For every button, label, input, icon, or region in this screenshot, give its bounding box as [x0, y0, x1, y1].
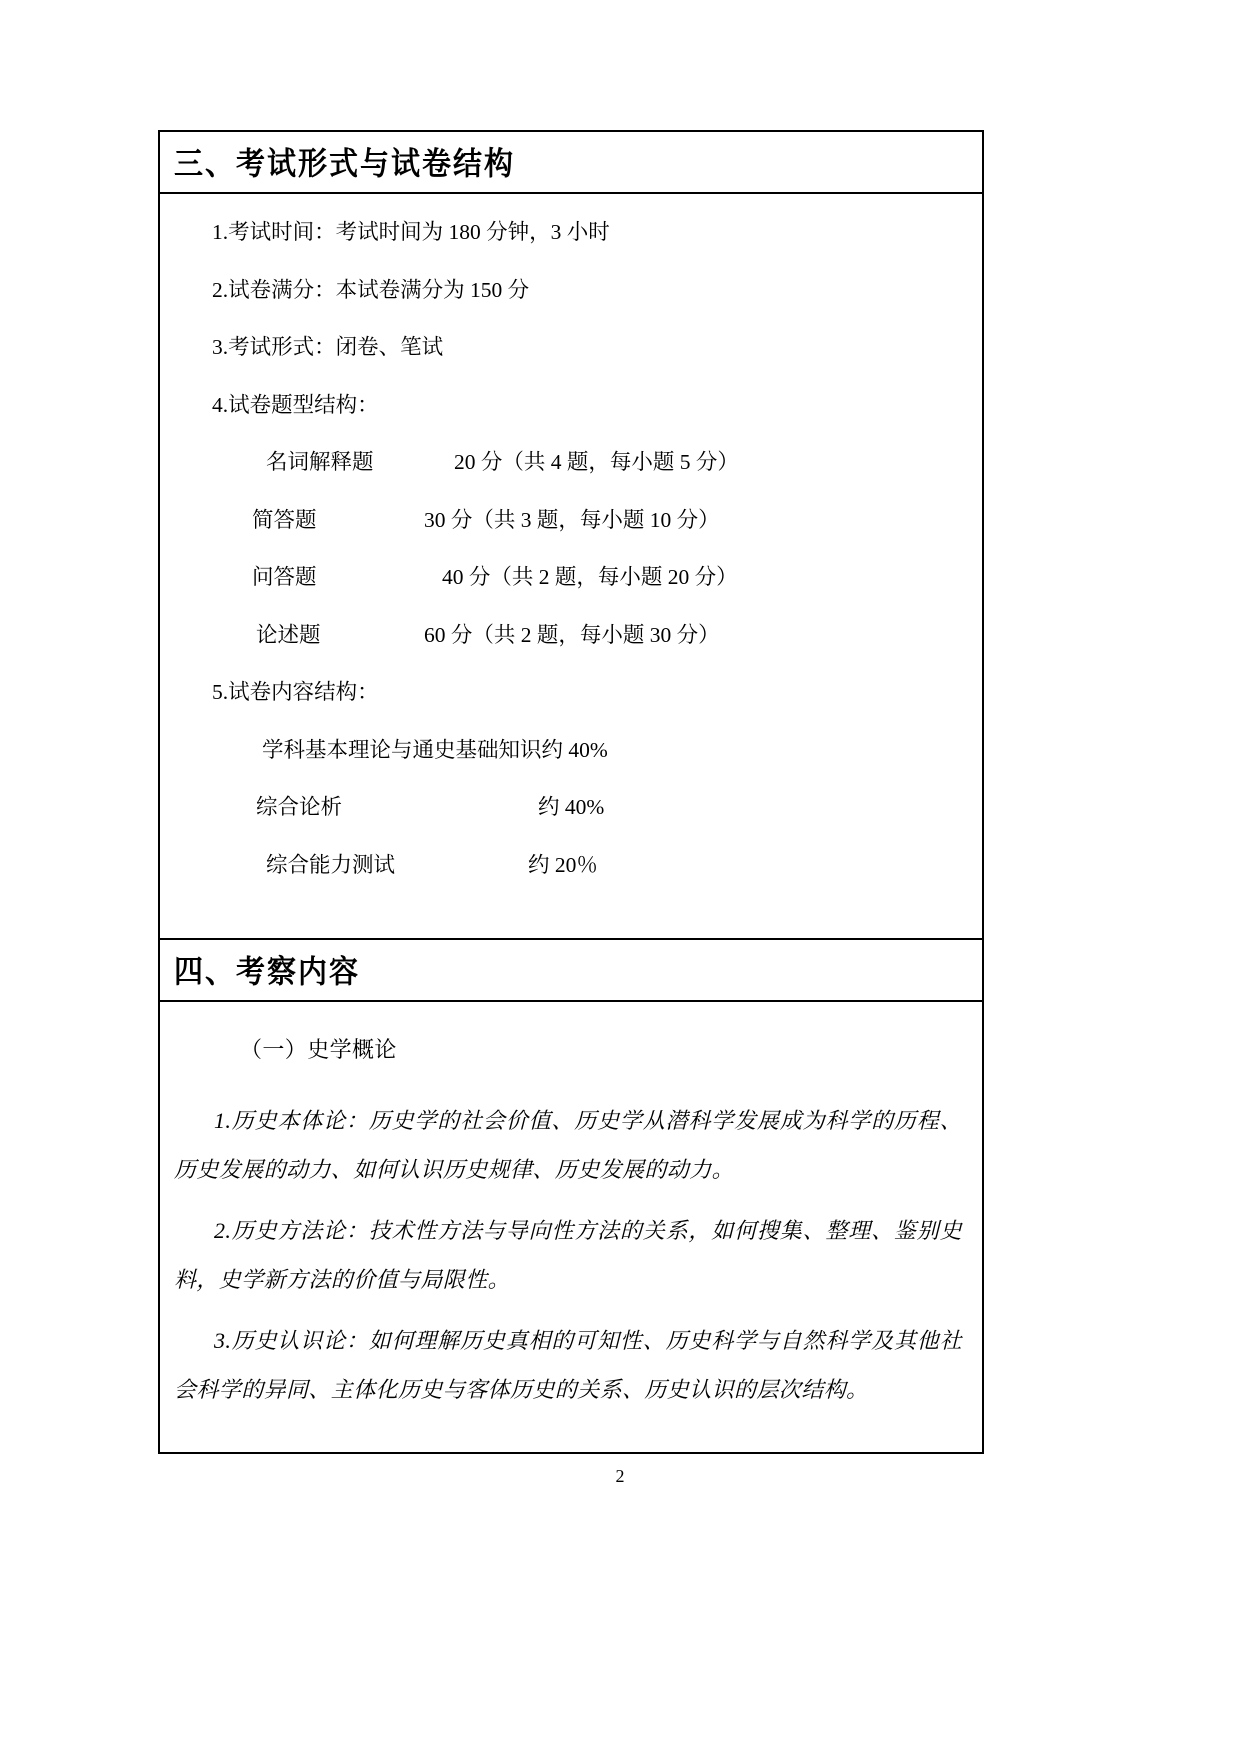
subsection-heading-historiography: （一）史学概论 — [240, 1037, 397, 1062]
question-type-row — [174, 452, 962, 474]
content-structure-name: 综合能力测试 — [266, 852, 396, 877]
content-structure-weight: 约 20％ — [528, 852, 598, 877]
section-heading-cell-exam-content — [160, 940, 982, 1002]
list-item-question-structure-label: 4.试卷题型结构： — [212, 392, 379, 417]
content-structure-name: 学科基本理论与通史基础知识 — [262, 737, 542, 762]
list-item-content-structure-label: 5.试卷内容结构： — [212, 680, 379, 704]
question-type-detail: 40 分（共 2 题，每小题 20 分） — [442, 565, 738, 589]
content-structure-row — [174, 797, 962, 819]
question-type-row — [174, 507, 962, 532]
section-body-exam-format — [160, 194, 982, 940]
list-item-exam-duration: 1.考试时间：考试时间为 180 分钟，3 小时 — [212, 220, 610, 244]
section-heading-exam-content: 四、考察内容 — [174, 952, 361, 990]
paragraph-epistemology: 3.历史认识论：如何理解历史真相的可知性、历史科学与自然科学及其他社会科学的异同、主体化历史与客体历史的关系、历史认识的层次结构。 — [174, 1328, 962, 1402]
syllabus-table — [158, 130, 984, 1454]
section-heading-exam-format: 三、考试形式与试卷结构 — [174, 144, 516, 182]
list-item-exam-form: 3.考试形式：闭卷、笔试 — [212, 335, 444, 359]
section-body-exam-content — [160, 1002, 982, 1452]
question-type-detail: 30 分（共 3 题，每小题 10 分） — [424, 507, 720, 532]
question-type-name: 论述题 — [256, 622, 321, 647]
page-number: 2 — [615, 1466, 625, 1486]
section-heading-cell-exam-format — [160, 132, 982, 194]
question-type-name: 问答题 — [252, 565, 317, 589]
question-type-name: 简答题 — [252, 507, 317, 532]
question-type-row — [174, 622, 962, 647]
paragraph-ontology: 1.历史本体论：历史学的社会价值、历史学从潜科学发展成为科学的历程、历史发展的动力、如何认识历史规律、历史发展的动力。 — [174, 1108, 962, 1182]
content-structure-weight: 约 40% — [538, 795, 605, 819]
question-type-detail: 60 分（共 2 题，每小题 30 分） — [424, 622, 720, 647]
paragraph-methodology: 2.历史方法论：技术性方法与导向性方法的关系，如何搜集、整理、鉴别史料，史学新方法的价值与局限性。 — [174, 1218, 962, 1292]
list-item-total-score: 2.试卷满分：本试卷满分为 150 分 — [212, 277, 530, 302]
question-type-row — [174, 567, 962, 589]
content-structure-row — [174, 737, 962, 762]
content-structure-weight: 约 40% — [541, 737, 608, 762]
content-structure-row — [174, 852, 962, 877]
question-type-name: 名词解释题 — [266, 450, 374, 474]
content-structure-name: 综合论析 — [256, 795, 343, 819]
question-type-detail: 20 分（共 4 题，每小题 5 分） — [454, 450, 739, 474]
